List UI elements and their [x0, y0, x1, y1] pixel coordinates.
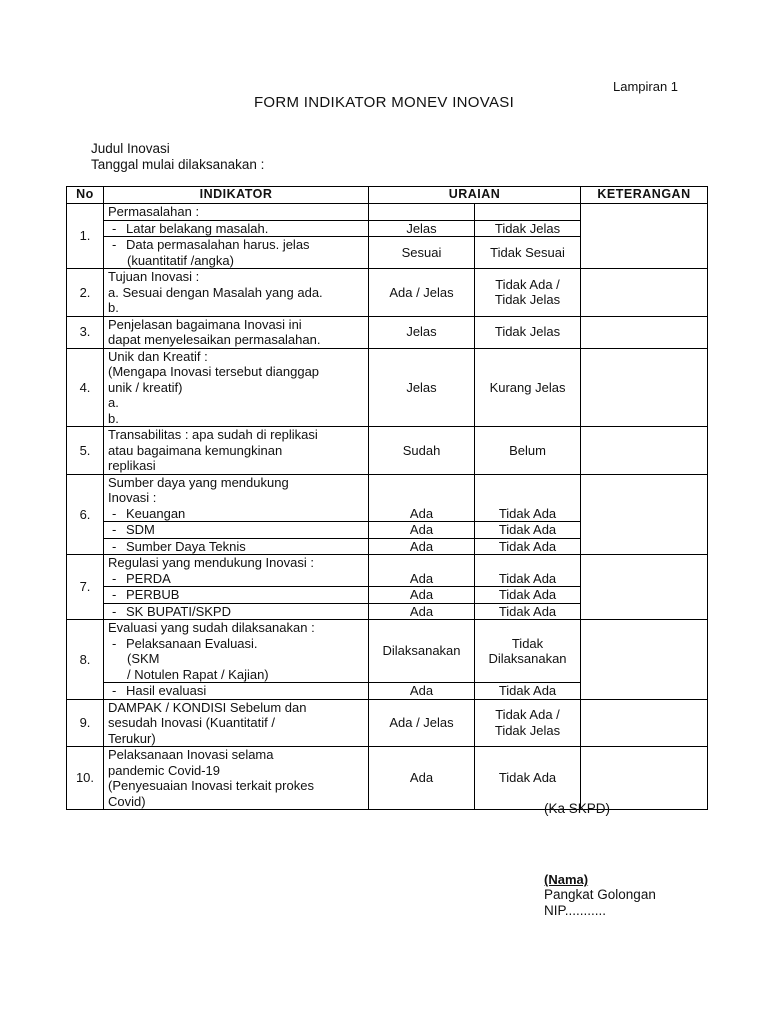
option-a: Ada	[369, 747, 475, 810]
option-b: Tidak Ada / Tidak Jelas	[475, 269, 581, 317]
header-uraian: URAIAN	[369, 187, 581, 204]
option-a: Ada	[369, 683, 475, 700]
row-number: 1.	[67, 204, 104, 269]
signatory-name: (Nama)	[544, 872, 589, 887]
row-number: 3.	[67, 316, 104, 348]
option-a: Jelas	[369, 348, 475, 427]
indicator-text: Penjelasan bagaimana Inovasi ini dapat menyelesaikan permasalahan.	[104, 316, 369, 348]
signatory-nip: NIP...........	[544, 903, 607, 918]
option-a: Ada	[369, 587, 475, 604]
indicator-text: - SDM	[104, 522, 369, 539]
option-b: Tidak Ada	[475, 747, 581, 810]
row-number: 2.	[67, 269, 104, 317]
indicator-text: Evaluasi yang sudah dilaksanakan : - Pelaksanaan Evaluasi. (SKM / Notulen Rapat / Kajian)	[104, 620, 369, 683]
indicator-text: - Data permasalahan harus. jelas (kuantitatif /angka)	[104, 237, 369, 269]
option-a: Ada	[369, 522, 475, 539]
remarks-cell	[581, 699, 708, 747]
table-row	[67, 747, 708, 810]
row-number: 7.	[67, 555, 104, 620]
indicator-text: - Hasil evaluasi	[104, 683, 369, 700]
row-number: 10.	[67, 747, 104, 810]
remarks-cell	[581, 474, 708, 555]
option-b: Tidak Sesuai	[475, 237, 581, 269]
option-a: Ada	[369, 538, 475, 555]
table-row	[67, 427, 708, 475]
indicator-table	[66, 186, 708, 810]
row-number: 8.	[67, 620, 104, 700]
table-header-row	[67, 187, 708, 204]
remarks-cell	[581, 620, 708, 700]
option-b: Belum	[475, 427, 581, 475]
option-b: Tidak Dilaksanakan	[475, 620, 581, 683]
remarks-cell	[581, 316, 708, 348]
table-row	[67, 699, 708, 747]
option-b: Tidak Ada	[475, 603, 581, 620]
option-a: Sesuai	[369, 237, 475, 269]
indicator-text: Unik dan Kreatif : (Mengapa Inovasi tersebut dianggap unik / kreatif) a. b.	[104, 348, 369, 427]
indicator-text: Sumber daya yang mendukung Inovasi : - Keuangan	[104, 474, 369, 522]
innovation-title-label: Judul Inovasi	[91, 141, 170, 156]
table-row	[67, 204, 708, 221]
option-a: Sudah	[369, 427, 475, 475]
option-b: Tidak Ada	[475, 683, 581, 700]
table-row	[67, 474, 708, 522]
option-b: Tidak Ada	[475, 555, 581, 587]
signatory-position: (Ka SKPD)	[544, 801, 611, 816]
option-b: Tidak Jelas	[475, 220, 581, 237]
remarks-cell	[581, 348, 708, 427]
option-b: Kurang Jelas	[475, 348, 581, 427]
indicator-text: - Latar belakang masalah.	[104, 220, 369, 237]
option-a: Ada / Jelas	[369, 699, 475, 747]
option-b: Tidak Ada	[475, 474, 581, 522]
table-row	[67, 316, 708, 348]
option-a: Jelas	[369, 316, 475, 348]
indicator-text: Tujuan Inovasi : a. Sesuai dengan Masalah yang ada. b.	[104, 269, 369, 317]
remarks-cell	[581, 427, 708, 475]
remarks-cell	[581, 555, 708, 620]
row-number: 4.	[67, 348, 104, 427]
option-b: Tidak Ada	[475, 538, 581, 555]
row-number: 9.	[67, 699, 104, 747]
indicator-text: Permasalahan :	[104, 204, 369, 221]
indicator-text: - Sumber Daya Teknis	[104, 538, 369, 555]
header-keterangan: KETERANGAN	[581, 187, 708, 204]
indicator-text: - SK BUPATI/SKPD	[104, 603, 369, 620]
option-b: Tidak Ada / Tidak Jelas	[475, 699, 581, 747]
header-no: No	[67, 187, 104, 204]
option-b: Tidak Ada	[475, 522, 581, 539]
indicator-text: Transabilitas : apa sudah di replikasi atau bagaimana kemungkinan replikasi	[104, 427, 369, 475]
remarks-cell	[581, 269, 708, 317]
indicator-text: Pelaksanaan Inovasi selama pandemic Covid-19 (Penyesuaian Inovasi terkait prokes Covid)	[104, 747, 369, 810]
header-indikator: INDIKATOR	[104, 187, 369, 204]
page-title: FORM INDIKATOR MONEV INOVASI	[253, 94, 515, 111]
table-row	[67, 348, 708, 427]
indicator-text: - PERBUB	[104, 587, 369, 604]
option-b: Tidak Ada	[475, 587, 581, 604]
table-row	[67, 269, 708, 317]
option-a: Ada	[369, 474, 475, 522]
start-date-label: Tanggal mulai dilaksanakan :	[91, 157, 265, 172]
option-a: Ada	[369, 555, 475, 587]
indicator-text: DAMPAK / KONDISI Sebelum dan sesudah Inovasi (Kuantitatif / Terukur)	[104, 699, 369, 747]
option-a: Ada / Jelas	[369, 269, 475, 317]
signatory-rank: Pangkat Golongan	[544, 887, 656, 902]
option-b: Tidak Jelas	[475, 316, 581, 348]
row-number: 6.	[67, 474, 104, 555]
option-a: Jelas	[369, 220, 475, 237]
indicator-text: Regulasi yang mendukung Inovasi : - PERDA	[104, 555, 369, 587]
option-a: Ada	[369, 603, 475, 620]
row-number: 5.	[67, 427, 104, 475]
table-row	[67, 620, 708, 683]
option-a: Dilaksanakan	[369, 620, 475, 683]
remarks-cell	[581, 204, 708, 269]
attachment-label: Lampiran 1	[613, 79, 679, 94]
table-row	[67, 555, 708, 587]
